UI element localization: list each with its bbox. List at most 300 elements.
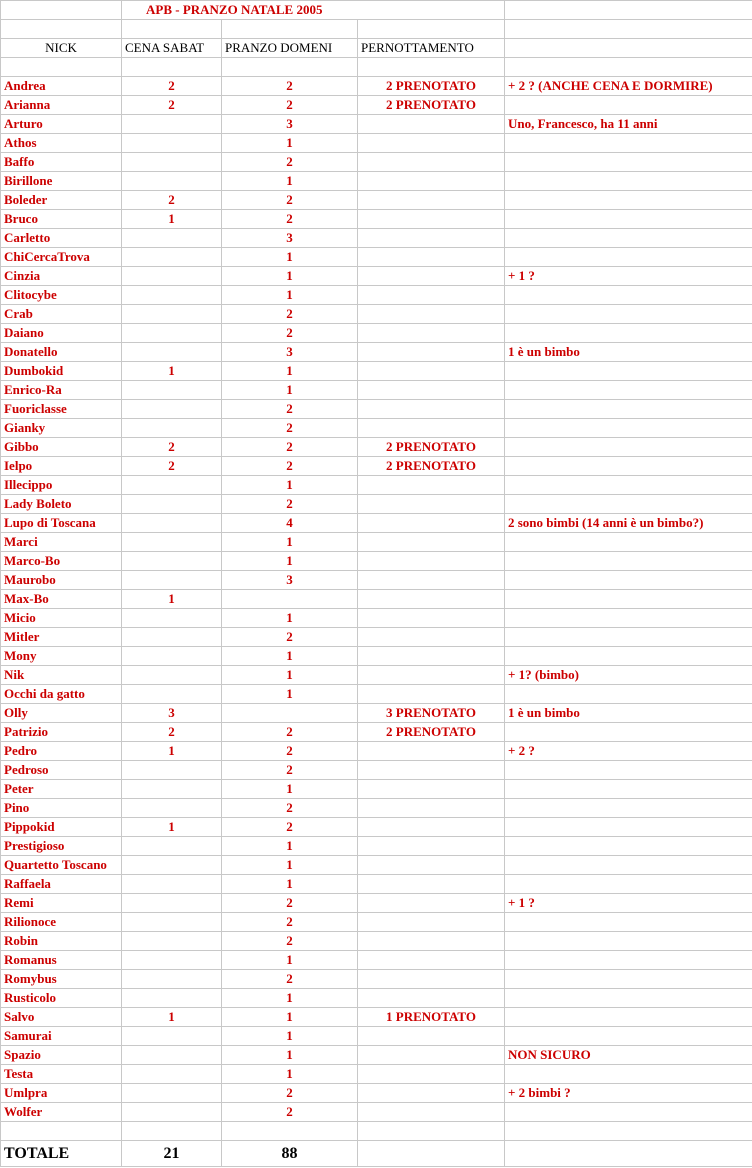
note-cell[interactable] — [505, 229, 752, 248]
nick-cell[interactable]: Patrizio — [1, 723, 122, 742]
nick-cell[interactable]: Marco-Bo — [1, 552, 122, 571]
note-cell[interactable] — [505, 305, 752, 324]
pernottamento-cell[interactable] — [358, 799, 505, 818]
cena-cell[interactable] — [122, 1084, 222, 1103]
note-cell[interactable] — [505, 172, 752, 191]
pernottamento-cell[interactable] — [358, 609, 505, 628]
pranzo-cell[interactable]: 2 — [222, 191, 358, 210]
nick-cell[interactable]: Baffo — [1, 153, 122, 172]
cena-cell[interactable] — [122, 267, 222, 286]
pernottamento-cell[interactable]: 2 PRENOTATO — [358, 723, 505, 742]
cena-cell[interactable]: 2 — [122, 191, 222, 210]
pranzo-cell[interactable]: 1 — [222, 666, 358, 685]
note-cell[interactable] — [505, 723, 752, 742]
header-note[interactable] — [505, 39, 752, 58]
cena-cell[interactable] — [122, 951, 222, 970]
pranzo-cell[interactable]: 2 — [222, 210, 358, 229]
nick-cell[interactable]: Illecippo — [1, 476, 122, 495]
nick-cell[interactable]: Olly — [1, 704, 122, 723]
pernottamento-cell[interactable] — [358, 172, 505, 191]
cena-cell[interactable] — [122, 1027, 222, 1046]
cena-cell[interactable] — [122, 761, 222, 780]
pranzo-cell[interactable]: 3 — [222, 115, 358, 134]
cena-cell[interactable]: 2 — [122, 96, 222, 115]
note-cell[interactable]: 1 è un bimbo — [505, 343, 752, 362]
note-cell[interactable] — [505, 476, 752, 495]
pranzo-cell[interactable]: 1 — [222, 685, 358, 704]
note-cell[interactable] — [505, 210, 752, 229]
nick-cell[interactable]: Daiano — [1, 324, 122, 343]
cell[interactable] — [1, 1, 122, 20]
header-pranzo[interactable]: PRANZO DOMENI — [222, 39, 358, 58]
nick-cell[interactable]: Ielpo — [1, 457, 122, 476]
cena-cell[interactable] — [122, 856, 222, 875]
pranzo-cell[interactable]: 2 — [222, 761, 358, 780]
pernottamento-cell[interactable]: 2 PRENOTATO — [358, 96, 505, 115]
pranzo-cell[interactable]: 2 — [222, 153, 358, 172]
pernottamento-cell[interactable] — [358, 628, 505, 647]
header-pernottamento[interactable]: PERNOTTAMENTO — [358, 39, 505, 58]
pranzo-cell[interactable]: 2 — [222, 723, 358, 742]
cena-cell[interactable]: 2 — [122, 438, 222, 457]
cena-cell[interactable]: 1 — [122, 362, 222, 381]
cell[interactable] — [505, 1122, 752, 1141]
pranzo-cell[interactable]: 2 — [222, 438, 358, 457]
pernottamento-cell[interactable] — [358, 153, 505, 172]
cena-cell[interactable] — [122, 628, 222, 647]
nick-cell[interactable]: Occhi da gatto — [1, 685, 122, 704]
note-cell[interactable]: 2 sono bimbi (14 anni è un bimbo?) — [505, 514, 752, 533]
pranzo-cell[interactable]: 1 — [222, 647, 358, 666]
pernottamento-cell[interactable] — [358, 1027, 505, 1046]
note-cell[interactable] — [505, 818, 752, 837]
pernottamento-cell[interactable] — [358, 191, 505, 210]
cena-cell[interactable]: 1 — [122, 590, 222, 609]
pranzo-cell[interactable]: 1 — [222, 1065, 358, 1084]
pranzo-cell[interactable]: 2 — [222, 305, 358, 324]
pernottamento-cell[interactable] — [358, 476, 505, 495]
cell[interactable] — [222, 20, 358, 39]
pernottamento-cell[interactable] — [358, 400, 505, 419]
pernottamento-cell[interactable] — [358, 115, 505, 134]
pranzo-cell[interactable]: 2 — [222, 1103, 358, 1122]
nick-cell[interactable]: Marci — [1, 533, 122, 552]
pernottamento-cell[interactable] — [358, 818, 505, 837]
nick-cell[interactable]: Rilionoce — [1, 913, 122, 932]
pernottamento-cell[interactable] — [358, 533, 505, 552]
note-cell[interactable]: + 1? (bimbo) — [505, 666, 752, 685]
nick-cell[interactable]: Lupo di Toscana — [1, 514, 122, 533]
nick-cell[interactable]: Maurobo — [1, 571, 122, 590]
note-cell[interactable] — [505, 153, 752, 172]
pranzo-cell[interactable]: 1 — [222, 989, 358, 1008]
note-cell[interactable] — [505, 324, 752, 343]
nick-cell[interactable]: Pedro — [1, 742, 122, 761]
nick-cell[interactable]: Arianna — [1, 96, 122, 115]
note-cell[interactable]: + 2 ? — [505, 742, 752, 761]
cena-cell[interactable] — [122, 514, 222, 533]
nick-cell[interactable]: Nik — [1, 666, 122, 685]
cena-cell[interactable] — [122, 533, 222, 552]
nick-cell[interactable]: Donatello — [1, 343, 122, 362]
pernottamento-cell[interactable] — [358, 951, 505, 970]
note-cell[interactable] — [505, 970, 752, 989]
note-cell[interactable] — [505, 685, 752, 704]
pernottamento-cell[interactable] — [358, 495, 505, 514]
pranzo-cell[interactable]: 2 — [222, 1084, 358, 1103]
nick-cell[interactable]: Crab — [1, 305, 122, 324]
note-cell[interactable]: NON SICURO — [505, 1046, 752, 1065]
pranzo-cell[interactable]: 2 — [222, 799, 358, 818]
note-cell[interactable] — [505, 248, 752, 267]
pranzo-cell[interactable]: 2 — [222, 324, 358, 343]
note-cell[interactable]: 1 è un bimbo — [505, 704, 752, 723]
pernottamento-cell[interactable] — [358, 286, 505, 305]
pranzo-cell[interactable]: 2 — [222, 457, 358, 476]
cena-cell[interactable]: 2 — [122, 723, 222, 742]
nick-cell[interactable]: Enrico-Ra — [1, 381, 122, 400]
cell[interactable] — [358, 1141, 505, 1167]
note-cell[interactable] — [505, 590, 752, 609]
note-cell[interactable] — [505, 457, 752, 476]
cena-cell[interactable] — [122, 989, 222, 1008]
note-cell[interactable] — [505, 609, 752, 628]
note-cell[interactable] — [505, 552, 752, 571]
note-cell[interactable] — [505, 951, 752, 970]
pernottamento-cell[interactable] — [358, 761, 505, 780]
note-cell[interactable] — [505, 913, 752, 932]
nick-cell[interactable]: Max-Bo — [1, 590, 122, 609]
nick-cell[interactable]: Carletto — [1, 229, 122, 248]
pernottamento-cell[interactable] — [358, 875, 505, 894]
pranzo-cell[interactable]: 1 — [222, 951, 358, 970]
pernottamento-cell[interactable] — [358, 932, 505, 951]
note-cell[interactable] — [505, 1027, 752, 1046]
pranzo-cell[interactable]: 2 — [222, 970, 358, 989]
nick-cell[interactable]: Athos — [1, 134, 122, 153]
nick-cell[interactable]: Lady Boleto — [1, 495, 122, 514]
pranzo-cell[interactable]: 1 — [222, 1027, 358, 1046]
note-cell[interactable] — [505, 989, 752, 1008]
note-cell[interactable]: + 1 ? — [505, 267, 752, 286]
cell[interactable] — [358, 58, 505, 77]
cena-cell[interactable] — [122, 115, 222, 134]
pranzo-cell[interactable]: 2 — [222, 419, 358, 438]
cena-cell[interactable] — [122, 666, 222, 685]
cena-cell[interactable] — [122, 970, 222, 989]
pernottamento-cell[interactable] — [358, 324, 505, 343]
cell[interactable] — [358, 1122, 505, 1141]
nick-cell[interactable]: Birillone — [1, 172, 122, 191]
nick-cell[interactable]: Peter — [1, 780, 122, 799]
pranzo-cell[interactable]: 1 — [222, 286, 358, 305]
note-cell[interactable] — [505, 286, 752, 305]
pranzo-cell[interactable]: 3 — [222, 571, 358, 590]
pranzo-cell[interactable]: 2 — [222, 400, 358, 419]
header-nick[interactable]: NICK — [1, 39, 122, 58]
cena-cell[interactable] — [122, 381, 222, 400]
pranzo-cell[interactable]: 1 — [222, 856, 358, 875]
nick-cell[interactable]: Raffaela — [1, 875, 122, 894]
note-cell[interactable] — [505, 96, 752, 115]
nick-cell[interactable]: Testa — [1, 1065, 122, 1084]
nick-cell[interactable]: Quartetto Toscano — [1, 856, 122, 875]
nick-cell[interactable]: Arturo — [1, 115, 122, 134]
note-cell[interactable] — [505, 761, 752, 780]
pranzo-cell[interactable]: 3 — [222, 229, 358, 248]
pernottamento-cell[interactable] — [358, 970, 505, 989]
pernottamento-cell[interactable] — [358, 989, 505, 1008]
cell[interactable] — [122, 58, 222, 77]
nick-cell[interactable]: Mony — [1, 647, 122, 666]
note-cell[interactable] — [505, 799, 752, 818]
pranzo-cell[interactable]: 2 — [222, 495, 358, 514]
pernottamento-cell[interactable] — [358, 362, 505, 381]
pranzo-cell[interactable]: 3 — [222, 343, 358, 362]
note-cell[interactable] — [505, 134, 752, 153]
pernottamento-cell[interactable] — [358, 381, 505, 400]
cena-cell[interactable] — [122, 305, 222, 324]
cena-cell[interactable] — [122, 571, 222, 590]
pranzo-cell[interactable]: 2 — [222, 742, 358, 761]
cena-cell[interactable]: 1 — [122, 1008, 222, 1027]
note-cell[interactable] — [505, 1103, 752, 1122]
note-cell[interactable] — [505, 495, 752, 514]
nick-cell[interactable]: Gianky — [1, 419, 122, 438]
nick-cell[interactable]: Prestigioso — [1, 837, 122, 856]
nick-cell[interactable]: Bruco — [1, 210, 122, 229]
pranzo-cell[interactable]: 2 — [222, 913, 358, 932]
pernottamento-cell[interactable] — [358, 780, 505, 799]
nick-cell[interactable]: Salvo — [1, 1008, 122, 1027]
pernottamento-cell[interactable] — [358, 1046, 505, 1065]
note-cell[interactable] — [505, 400, 752, 419]
note-cell[interactable] — [505, 362, 752, 381]
pernottamento-cell[interactable] — [358, 552, 505, 571]
pranzo-cell[interactable]: 2 — [222, 894, 358, 913]
pernottamento-cell[interactable] — [358, 514, 505, 533]
nick-cell[interactable]: Clitocybe — [1, 286, 122, 305]
note-cell[interactable] — [505, 856, 752, 875]
note-cell[interactable] — [505, 628, 752, 647]
pranzo-cell[interactable]: 1 — [222, 875, 358, 894]
pranzo-cell[interactable]: 4 — [222, 514, 358, 533]
nick-cell[interactable]: Micio — [1, 609, 122, 628]
pernottamento-cell[interactable] — [358, 248, 505, 267]
pranzo-cell[interactable]: 2 — [222, 77, 358, 96]
nick-cell[interactable]: ChiCercaTrova — [1, 248, 122, 267]
nick-cell[interactable]: Pedroso — [1, 761, 122, 780]
pernottamento-cell[interactable] — [358, 742, 505, 761]
pranzo-cell[interactable]: 1 — [222, 609, 358, 628]
nick-cell[interactable]: Boleder — [1, 191, 122, 210]
cena-cell[interactable]: 2 — [122, 77, 222, 96]
pranzo-cell[interactable]: 2 — [222, 628, 358, 647]
cena-cell[interactable] — [122, 1046, 222, 1065]
nick-cell[interactable]: Gibbo — [1, 438, 122, 457]
pranzo-cell[interactable]: 2 — [222, 932, 358, 951]
pranzo-cell[interactable]: 1 — [222, 837, 358, 856]
pernottamento-cell[interactable] — [358, 571, 505, 590]
cell[interactable] — [505, 20, 752, 39]
nick-cell[interactable]: Pippokid — [1, 818, 122, 837]
pernottamento-cell[interactable] — [358, 210, 505, 229]
cell[interactable] — [1, 20, 122, 39]
pernottamento-cell[interactable] — [358, 134, 505, 153]
cell[interactable] — [122, 20, 222, 39]
cena-cell[interactable] — [122, 552, 222, 571]
note-cell[interactable] — [505, 533, 752, 552]
note-cell[interactable]: + 1 ? — [505, 894, 752, 913]
pranzo-cell[interactable]: 1 — [222, 476, 358, 495]
pernottamento-cell[interactable] — [358, 894, 505, 913]
cena-cell[interactable] — [122, 153, 222, 172]
nick-cell[interactable]: Dumbokid — [1, 362, 122, 381]
pernottamento-cell[interactable]: 1 PRENOTATO — [358, 1008, 505, 1027]
pernottamento-cell[interactable] — [358, 305, 505, 324]
cell[interactable] — [1, 58, 122, 77]
nick-cell[interactable]: Romybus — [1, 970, 122, 989]
cell[interactable] — [222, 58, 358, 77]
note-cell[interactable]: + 2 ? (ANCHE CENA E DORMIRE) — [505, 77, 752, 96]
cena-cell[interactable] — [122, 400, 222, 419]
nick-cell[interactable]: Pino — [1, 799, 122, 818]
pernottamento-cell[interactable]: 3 PRENOTATO — [358, 704, 505, 723]
cena-cell[interactable] — [122, 780, 222, 799]
note-cell[interactable] — [505, 647, 752, 666]
note-cell[interactable] — [505, 191, 752, 210]
pernottamento-cell[interactable] — [358, 685, 505, 704]
pernottamento-cell[interactable] — [358, 1103, 505, 1122]
cell[interactable] — [222, 1122, 358, 1141]
pernottamento-cell[interactable] — [358, 343, 505, 362]
note-cell[interactable] — [505, 837, 752, 856]
pranzo-cell[interactable]: 1 — [222, 780, 358, 799]
pernottamento-cell[interactable] — [358, 666, 505, 685]
nick-cell[interactable]: Samurai — [1, 1027, 122, 1046]
pranzo-cell[interactable]: 1 — [222, 552, 358, 571]
cena-cell[interactable] — [122, 894, 222, 913]
pernottamento-cell[interactable] — [358, 229, 505, 248]
cell[interactable] — [1, 1122, 122, 1141]
cena-cell[interactable]: 3 — [122, 704, 222, 723]
cena-cell[interactable] — [122, 172, 222, 191]
pernottamento-cell[interactable] — [358, 419, 505, 438]
pernottamento-cell[interactable]: 2 PRENOTATO — [358, 77, 505, 96]
cena-cell[interactable] — [122, 476, 222, 495]
total-pranzo[interactable]: 88 — [222, 1141, 358, 1167]
pranzo-cell[interactable]: 1 — [222, 248, 358, 267]
note-cell[interactable]: + 2 bimbi ? — [505, 1084, 752, 1103]
cena-cell[interactable] — [122, 248, 222, 267]
note-cell[interactable] — [505, 419, 752, 438]
pranzo-cell[interactable] — [222, 704, 358, 723]
pernottamento-cell[interactable] — [358, 267, 505, 286]
pernottamento-cell[interactable] — [358, 1065, 505, 1084]
nick-cell[interactable]: Fuoriclasse — [1, 400, 122, 419]
pranzo-cell[interactable]: 1 — [222, 362, 358, 381]
nick-cell[interactable]: Robin — [1, 932, 122, 951]
cell[interactable] — [505, 1141, 752, 1167]
pranzo-cell[interactable]: 2 — [222, 818, 358, 837]
note-cell[interactable] — [505, 780, 752, 799]
cena-cell[interactable] — [122, 286, 222, 305]
note-cell[interactable]: Uno, Francesco, ha 11 anni — [505, 115, 752, 134]
total-cena[interactable]: 21 — [122, 1141, 222, 1167]
note-cell[interactable] — [505, 438, 752, 457]
cell[interactable] — [505, 1, 752, 20]
note-cell[interactable] — [505, 1008, 752, 1027]
cell[interactable] — [122, 1122, 222, 1141]
cena-cell[interactable] — [122, 647, 222, 666]
cena-cell[interactable] — [122, 609, 222, 628]
sheet-title[interactable]: APB - PRANZO NATALE 2005 — [122, 1, 505, 20]
cena-cell[interactable] — [122, 495, 222, 514]
nick-cell[interactable]: Andrea — [1, 77, 122, 96]
pernottamento-cell[interactable] — [358, 590, 505, 609]
note-cell[interactable] — [505, 1065, 752, 1084]
pranzo-cell[interactable]: 1 — [222, 533, 358, 552]
pranzo-cell[interactable]: 1 — [222, 172, 358, 191]
pernottamento-cell[interactable] — [358, 856, 505, 875]
cena-cell[interactable] — [122, 799, 222, 818]
pernottamento-cell[interactable] — [358, 1084, 505, 1103]
pranzo-cell[interactable]: 2 — [222, 96, 358, 115]
header-cena[interactable]: CENA SABAT — [122, 39, 222, 58]
cena-cell[interactable]: 1 — [122, 742, 222, 761]
nick-cell[interactable]: Spazio — [1, 1046, 122, 1065]
pranzo-cell[interactable]: 1 — [222, 381, 358, 400]
pernottamento-cell[interactable] — [358, 913, 505, 932]
nick-cell[interactable]: Cinzia — [1, 267, 122, 286]
cena-cell[interactable] — [122, 343, 222, 362]
cena-cell[interactable] — [122, 1103, 222, 1122]
cena-cell[interactable]: 2 — [122, 457, 222, 476]
pranzo-cell[interactable]: 1 — [222, 134, 358, 153]
nick-cell[interactable]: Romanus — [1, 951, 122, 970]
pernottamento-cell[interactable] — [358, 837, 505, 856]
cell[interactable] — [358, 20, 505, 39]
note-cell[interactable] — [505, 875, 752, 894]
pranzo-cell[interactable] — [222, 590, 358, 609]
pernottamento-cell[interactable]: 2 PRENOTATO — [358, 438, 505, 457]
cena-cell[interactable] — [122, 685, 222, 704]
pranzo-cell[interactable]: 1 — [222, 1008, 358, 1027]
cena-cell[interactable] — [122, 229, 222, 248]
nick-cell[interactable]: Mitler — [1, 628, 122, 647]
nick-cell[interactable]: Remi — [1, 894, 122, 913]
note-cell[interactable] — [505, 571, 752, 590]
pranzo-cell[interactable]: 1 — [222, 267, 358, 286]
cena-cell[interactable]: 1 — [122, 818, 222, 837]
nick-cell[interactable]: Wolfer — [1, 1103, 122, 1122]
cena-cell[interactable] — [122, 913, 222, 932]
cena-cell[interactable]: 1 — [122, 210, 222, 229]
cena-cell[interactable] — [122, 932, 222, 951]
note-cell[interactable] — [505, 381, 752, 400]
nick-cell[interactable]: Umlpra — [1, 1084, 122, 1103]
cell[interactable] — [505, 58, 752, 77]
cena-cell[interactable] — [122, 875, 222, 894]
cena-cell[interactable] — [122, 419, 222, 438]
total-label[interactable]: TOTALE — [1, 1141, 122, 1167]
pernottamento-cell[interactable]: 2 PRENOTATO — [358, 457, 505, 476]
cena-cell[interactable] — [122, 324, 222, 343]
note-cell[interactable] — [505, 932, 752, 951]
cena-cell[interactable] — [122, 837, 222, 856]
pernottamento-cell[interactable] — [358, 647, 505, 666]
cena-cell[interactable] — [122, 1065, 222, 1084]
